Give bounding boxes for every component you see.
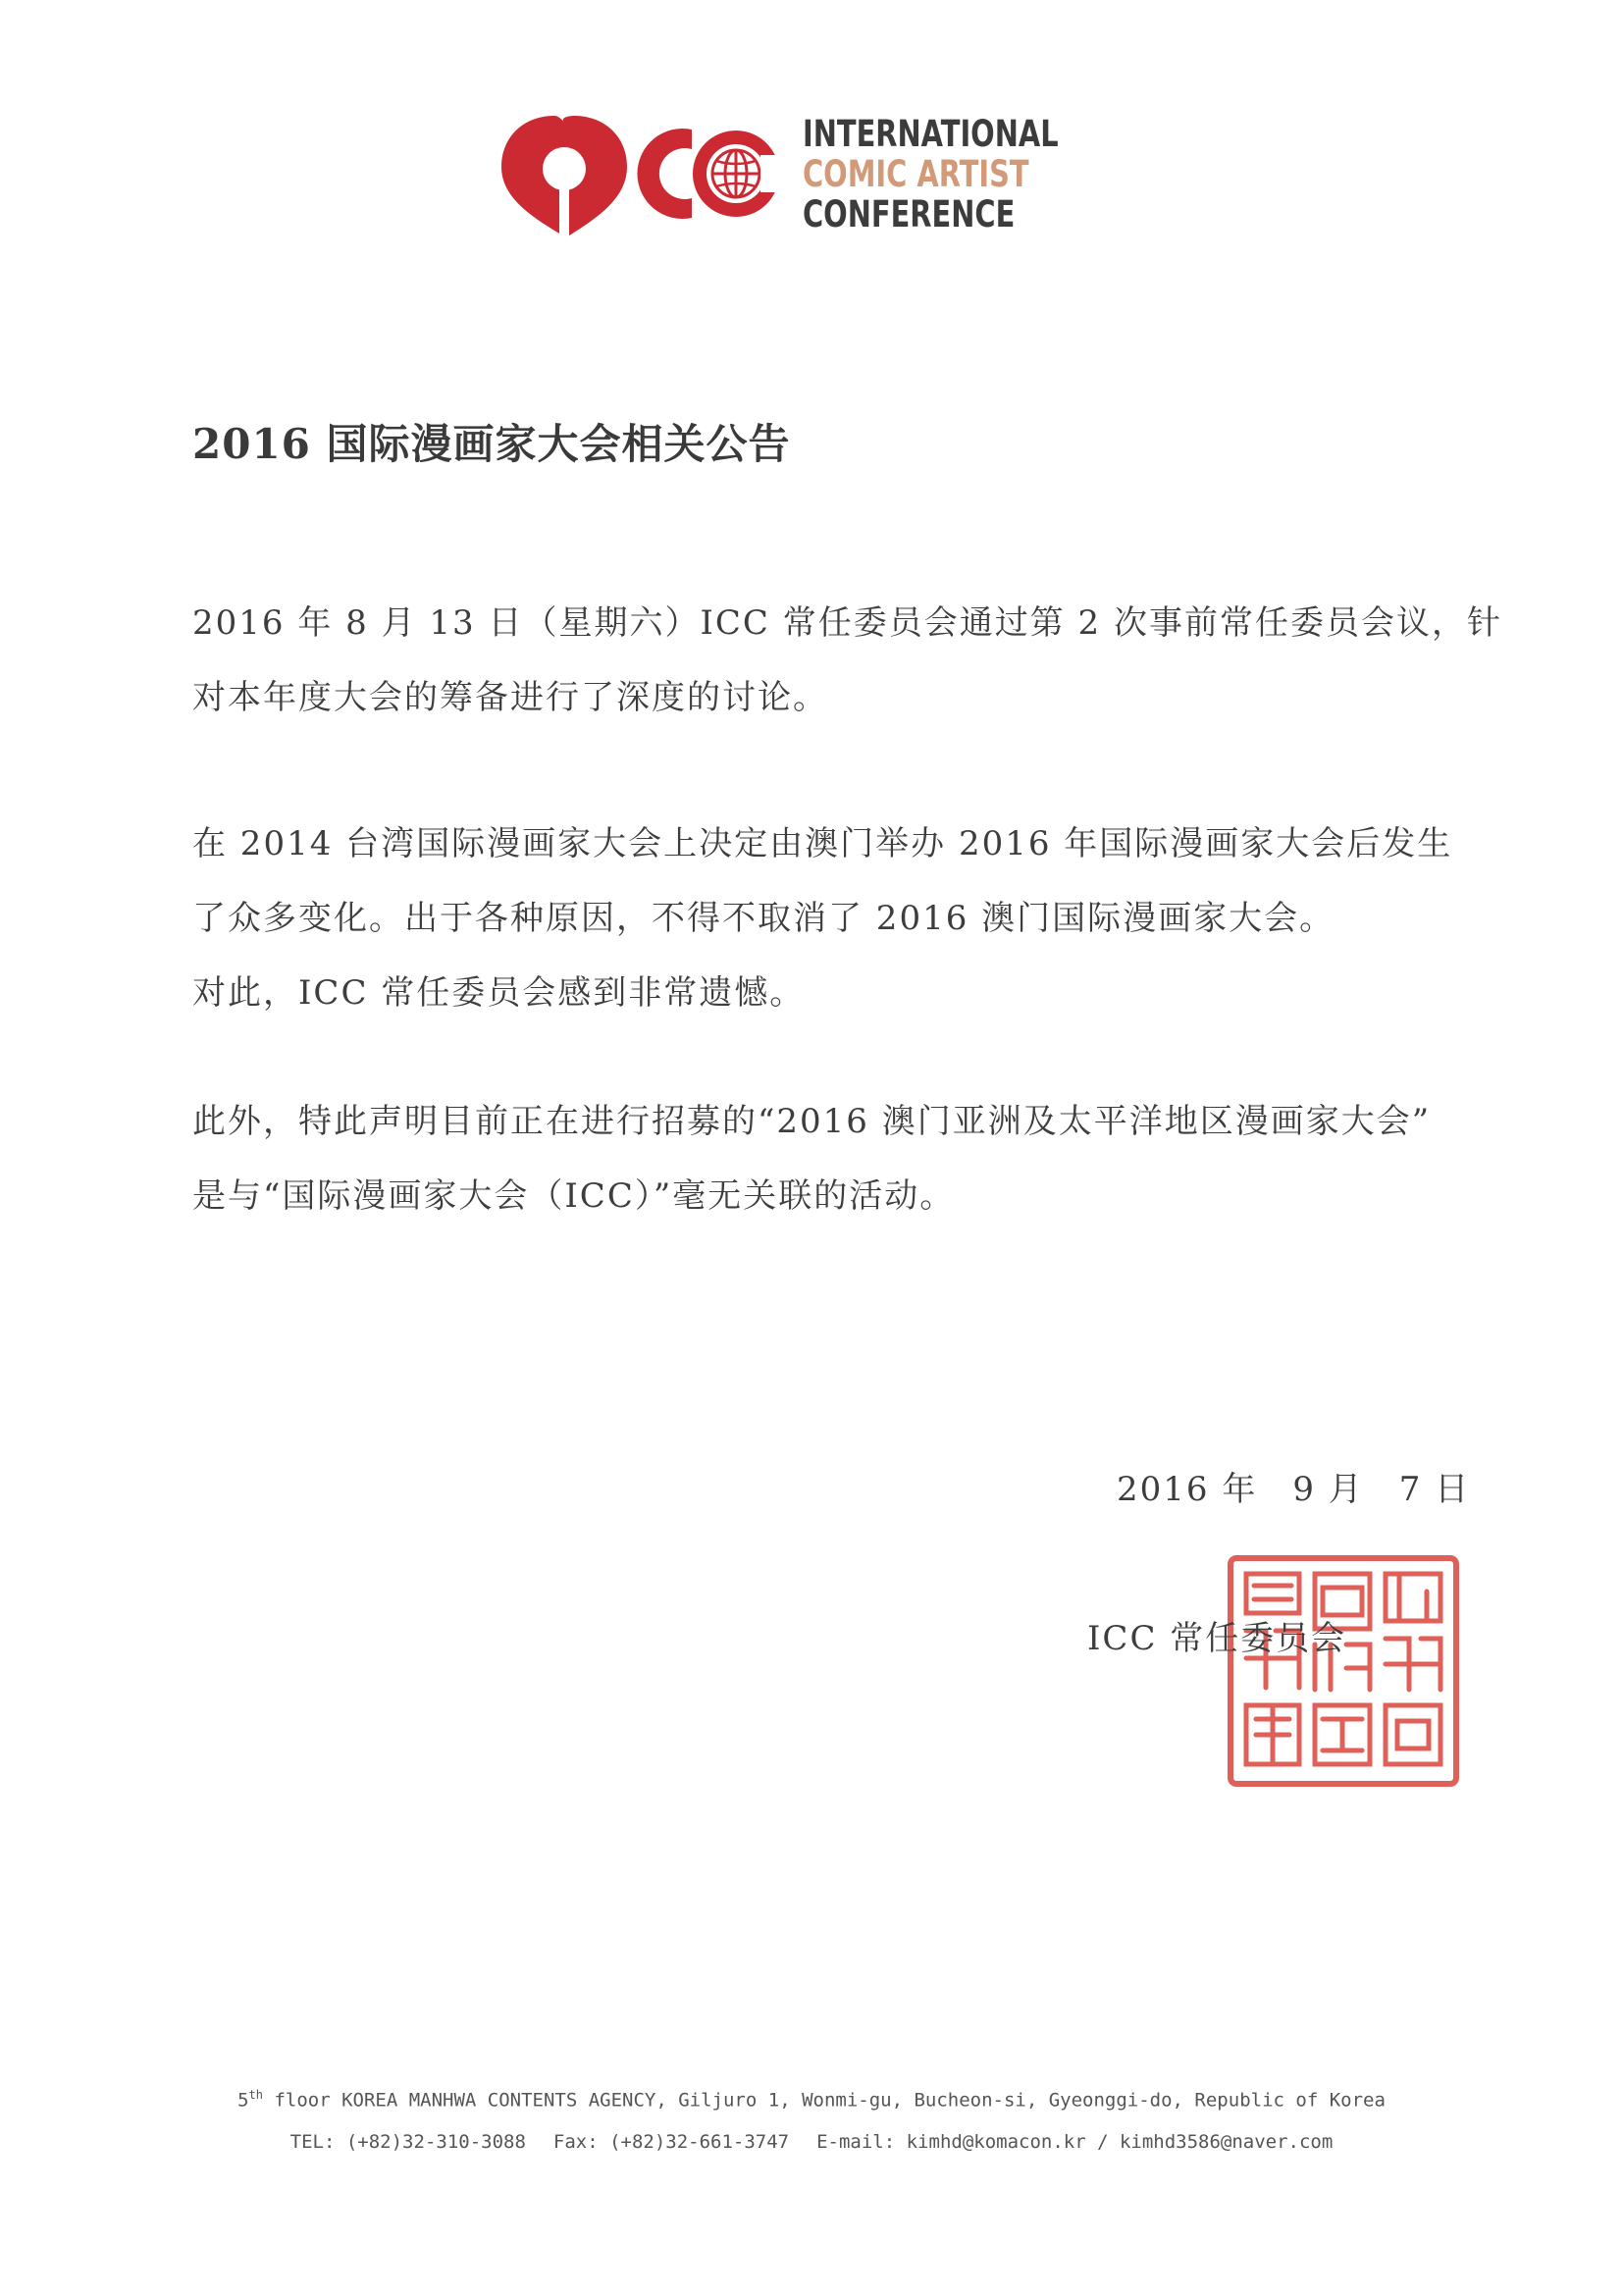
paragraph-line: 此外，特此声明目前正在进行招募的“2016 澳门亚洲及太平洋地区漫画家大会” [192,1102,1432,1141]
paragraph-cancellation [192,807,1468,1030]
signature-date: 2016 年 9 月 7 日 [1117,1470,1471,1509]
official-seal-stamp [1225,1552,1462,1790]
footer-floor-suffix: th [248,2088,263,2102]
paragraph-line: 对本年度大会的筹备进行了深度的讨论。 [192,678,828,717]
paragraph-meeting [192,586,1502,735]
logo-line-comic-artist: COMIC ARTIST [803,153,1029,195]
footer-email: E-mail: kimhd@komacon.kr / kimhd3586@naver.com [816,2131,1334,2153]
paragraph-disclaimer [192,1084,1468,1233]
logo-line-international: INTERNATIONAL [803,113,1059,155]
footer-tel: TEL: (+82)32-310-3088 [289,2131,526,2153]
footer-fax: Fax: (+82)32-661-3747 [552,2131,790,2153]
icc-logo [496,108,1074,240]
logo-line-conference: CONFERENCE [803,193,1016,235]
icc-logo-mark [496,108,780,240]
paragraph-line: 是与“国际漫画家大会（ICC）”毫无关联的活动。 [192,1176,956,1216]
paragraph-line: 了众多变化。出于各种原因，不得不取消了 2016 澳门国际漫画家大会。 [192,899,1335,938]
signature-organization: ICC 常任委员会 [1087,1619,1347,1658]
icc-logo-wordmark [803,114,1077,235]
paragraph-line: 在 2014 台湾国际漫画家大会上决定由澳门举办 2016 年国际漫画家大会后发生 [192,824,1453,863]
footer-address-text: floor KOREA MANHWA CONTENTS AGENCY, Giljuro 1, Wonmi-gu, Bucheon-si, Gyeonggi-do, Republic of Korea [263,2089,1386,2112]
footer-contact [0,2131,1623,2153]
footer-floor-number: 5 [237,2089,249,2112]
paragraph-line: 2016 年 8 月 13 日（星期六）ICC 常任委员会通过第 2 次事前常任委员会议，针 [192,603,1502,643]
paragraph-line: 对此，ICC 常任委员会感到非常遗憾。 [192,973,806,1013]
document-title: 2016 国际漫画家大会相关公告 [192,420,791,468]
footer-address [0,2088,1623,2111]
